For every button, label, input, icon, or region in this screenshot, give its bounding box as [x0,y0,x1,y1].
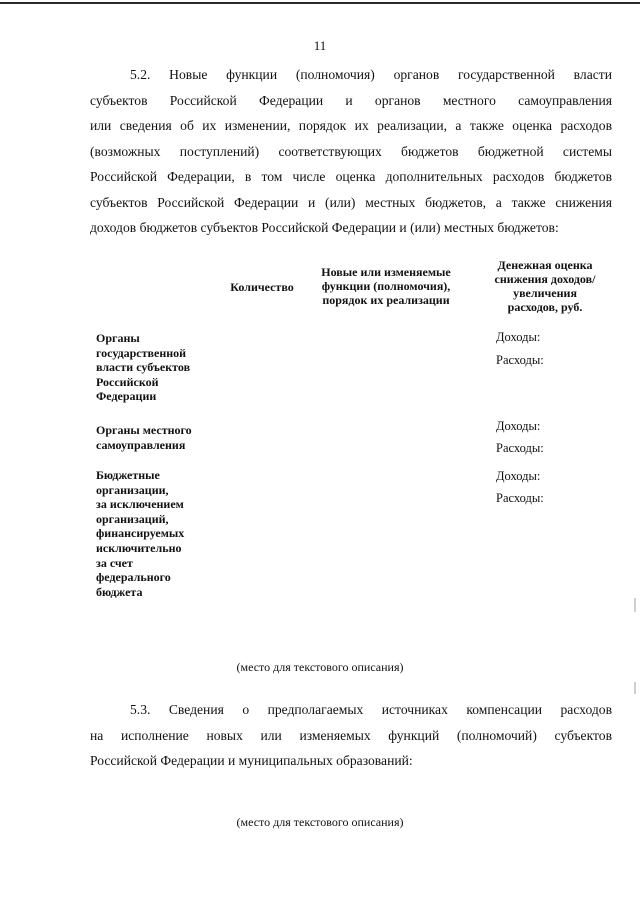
paragraph-line: или сведения об их изменении, порядок их реализации, а также оценка расходов [90,118,612,133]
row-income-label: Доходы: [496,419,541,433]
header-line: порядок их реализации [322,293,450,307]
row-label-line: власти субъектов [96,360,191,375]
row-label-line: самоуправления [96,437,186,452]
table-row-label-state-authorities [96,331,190,404]
paragraph-line: Российской Федерации, в том числе оценка дополнительных расходов бюджетов [90,169,612,184]
text-description-placeholder: (место для текстового описания) [236,815,404,829]
row-income-label: Доходы: [496,469,541,483]
paragraph-line: на исполнение новых или изменяемых функций (полномочий) субъектов [90,727,612,743]
row-label-line: финансируемых [96,526,185,541]
paragraph-line: Российской Федерации и муниципальных образований: [90,753,413,768]
paragraph-line: доходов бюджетов субъектов Российской Федерации и (или) местных бюджетов: [90,220,559,235]
scan-edge-mark [634,682,636,694]
row-label-line: организации, [96,482,169,497]
row-income-label: Доходы: [496,330,541,344]
row-label-line: бюджета [96,584,143,599]
row-label-line: Российской [96,374,159,389]
row-label-line: за счет [96,555,133,570]
row-label-line: Органы [96,331,140,345]
row-expense-label: Расходы: [496,353,544,367]
row-expense-label: Расходы: [496,491,544,505]
page-number: 11 [313,38,327,53]
header-line: Денежная оценка [497,258,593,272]
table-header-quantity: Количество [230,280,294,294]
paragraph-line: 5.3. Сведения о предполагаемых источниках компенсации расходов [130,702,612,717]
top-border-line [0,2,640,4]
section-5-2-paragraph [90,62,612,241]
paragraph-line: 5.2. Новые функции (полномочия) органов государственной власти [130,67,612,82]
row-label-line: Федерации [96,389,157,404]
header-line: Новые или изменяемые [321,265,451,279]
header-line: увеличения [513,286,577,300]
table-row-label-budget-organizations [96,468,184,599]
row-label-line: Органы местного [96,423,192,437]
text-description-placeholder: (место для текстового описания) [236,660,404,674]
row-label-line: исключительно [96,540,182,555]
row-expense-label: Расходы: [496,441,544,455]
paragraph-line: субъектов Российской Федерации и (или) местных бюджетов, а также снижения [90,194,612,210]
table-header-estimate [478,258,612,314]
section-5-3-paragraph [90,697,612,774]
header-line: функции (полномочия), [321,279,451,293]
scan-edge-mark [634,598,636,612]
paragraph-line: субъектов Российской Федерации и органов местного самоуправления [90,92,612,108]
row-label-line: организаций, [96,511,169,526]
table-row-label-local-government [96,423,192,452]
row-label-line: Бюджетные [96,468,160,482]
row-label-line: за исключением [96,497,184,512]
header-line: расходов, руб. [507,300,583,314]
row-label-line: федерального [96,570,171,585]
header-line: снижения доходов/ [494,272,596,286]
paragraph-line: (возможных поступлений) соответствующих бюджетов бюджетной системы [90,143,612,159]
row-label-line: государственной [96,345,187,360]
table-header-functions [306,265,466,307]
